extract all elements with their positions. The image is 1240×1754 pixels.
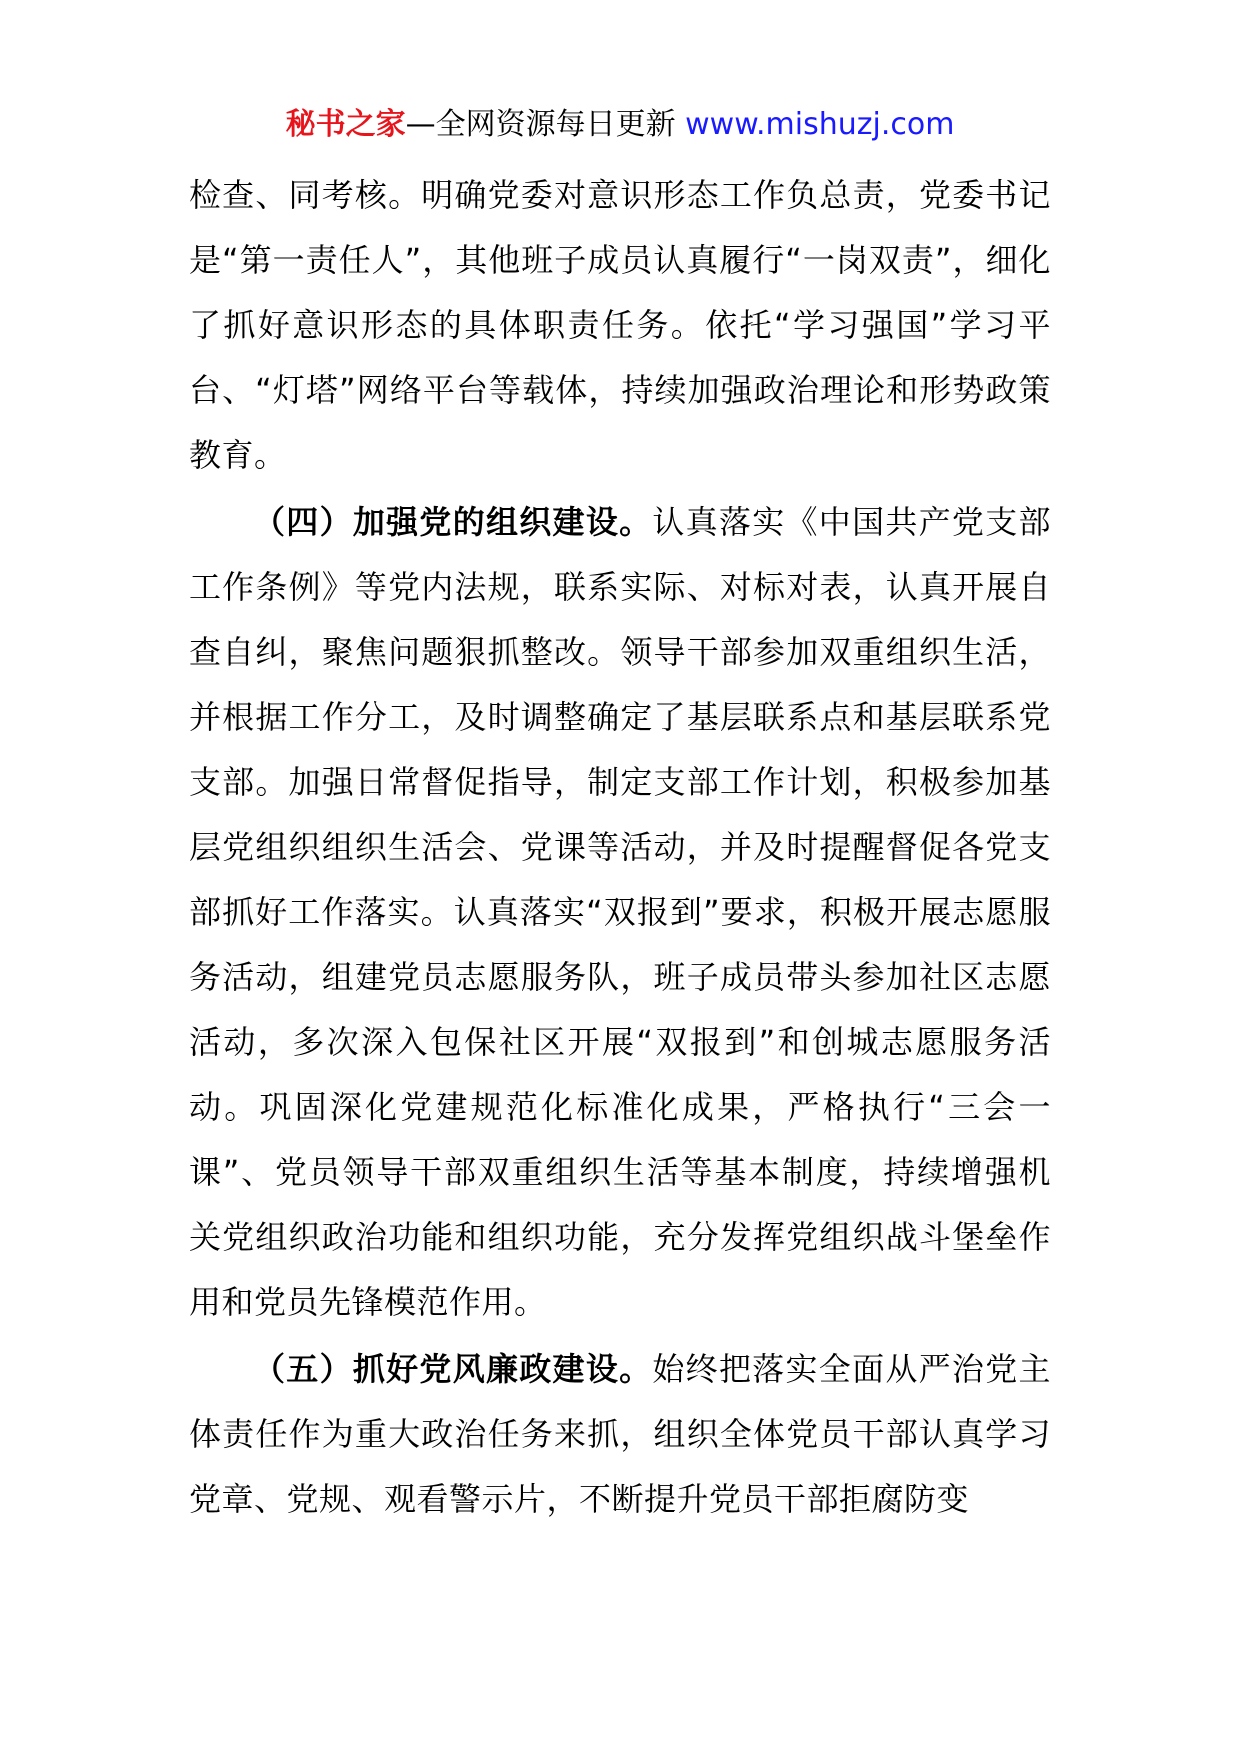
- document-body: [189, 163, 1051, 1532]
- paragraph-heading: （四）加强党的组织建设。: [253, 503, 653, 541]
- paragraph-text: 认真落实《中国共产党支部工作条例》等党内法规，联系实际、对标对表，认真开展自查自纠，聚焦问题狠抓整改。领导干部参加双重组织生活，并根据工作分工，及时调整确定了基层联系点和基层联系党支部。加强日常督促指导，制定支部工作计划，积极参加基层党组织组织生活会、党课等活动，并及时提醒督促各党支部抓好工作落实。认真落实“双报到”要求，积极开展志愿服务活动，组建党员志愿服务队，班子成员带头参加社区志愿活动，多次深入包保社区开展“双报到”和创城志愿服务活动。巩固深化党建规范化标准化成果，严格执行“三会一课”、党员领导干部双重组织生活等基本制度，持续增强机关党组织政治功能和组织功能，充分发挥党组织战斗堡垒作用和党员先锋模范作用。: [189, 503, 1051, 1321]
- paragraph-text: 检查、同考核。明确党委对意识形态工作负总责，党委书记是“第一责任人”，其他班子成员认真履行“一岗双责”，细化了抓好意识形态的具体职责任务。依托“学习强国”学习平台、“灯塔”网络平台等载体，持续加强政治理论和形势政策教育。: [189, 176, 1051, 474]
- paragraph-text: 始终把落实全面从严治党主体责任作为重大政治任务来抓，组织全体党员干部认真学习党章、党规、观看警示片，不断提升党员干部拒腐防变: [189, 1350, 1051, 1518]
- paragraph-organization-building: [189, 490, 1051, 1335]
- paragraph-integrity-building: [189, 1337, 1051, 1532]
- header-brand: 秘书之家: [285, 107, 406, 142]
- page-header: [0, 98, 1240, 152]
- header-url-link[interactable]: www.mishuzj.com: [685, 107, 955, 142]
- paragraph-continued: [189, 163, 1051, 488]
- paragraph-heading: （五）抓好党风廉政建设。: [253, 1350, 653, 1388]
- header-tagline: —全网资源每日更新: [405, 107, 686, 142]
